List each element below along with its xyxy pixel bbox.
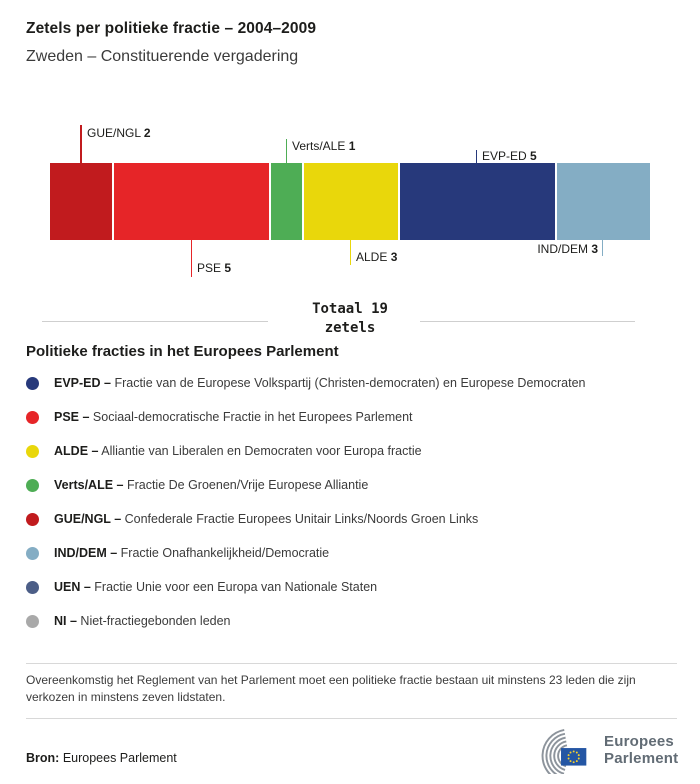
legend-label: ALDE – Alliantie van Liberalen en Democraten voor Europa fractie xyxy=(54,444,422,458)
bar-segment-evp-ed xyxy=(400,163,555,240)
seats-stacked-bar-chart xyxy=(0,120,700,295)
source-value-text: Europees Parlement xyxy=(62,751,177,765)
legend-dot xyxy=(26,479,39,492)
page-title: Zetels per politieke fractie – 2004–2009 xyxy=(26,20,317,37)
legend-dot xyxy=(26,377,39,390)
callout-label-evp-ed: EVP-ED 5 xyxy=(482,149,537,163)
legend-item-alde xyxy=(26,443,422,459)
callout-tick-pse xyxy=(191,240,193,277)
callout-tick-gue-ngl xyxy=(80,125,82,163)
legend-dot xyxy=(26,411,39,424)
legend-dot xyxy=(26,513,39,526)
legend-item-ind-dem xyxy=(26,545,329,561)
source-label: Bron: xyxy=(26,751,60,765)
footnote-divider-bottom xyxy=(26,718,677,719)
bar-segment-alde xyxy=(304,163,397,240)
legend-label: GUE/NGL – Confederale Fractie Europees Unitair Links/Noords Groen Links xyxy=(54,512,479,526)
callout-label-verts-ale: Verts/ALE 1 xyxy=(292,139,356,153)
legend-dot xyxy=(26,581,39,594)
bar-segment-gue-ngl xyxy=(50,163,112,240)
legend-item-verts-ale xyxy=(26,477,368,493)
ep-logo-line1: Europees xyxy=(604,733,674,750)
total-seats-line1: Totaal 19 xyxy=(312,301,388,317)
callout-label-alde: ALDE 3 xyxy=(356,250,398,264)
source-line xyxy=(26,751,177,765)
ep-logo-text xyxy=(604,733,678,767)
callout-tick-verts-ale xyxy=(286,139,288,163)
page-subtitle: Zweden – Constituerende vergadering xyxy=(26,48,299,65)
legend-item-ni xyxy=(26,613,231,629)
legend-item-gue-ngl xyxy=(26,511,478,527)
legend-label: IND/DEM – Fractie Onafhankelijkheid/Democratie xyxy=(54,546,330,560)
legend-label: PSE – Sociaal-democratische Fractie in het Europees Parlement xyxy=(54,410,413,424)
callout-tick-evp-ed xyxy=(476,150,478,163)
legend-item-evp-ed xyxy=(26,375,586,391)
ep-logo-line2: Parlement xyxy=(604,750,679,767)
legend-label: EVP-ED – Fractie van de Europese Volkspartij (Christen-democraten) en Europese Democraten xyxy=(54,376,586,390)
callout-tick-alde xyxy=(350,240,352,265)
bar-segment-pse xyxy=(114,163,269,240)
legend-dot xyxy=(26,547,39,560)
bar-segment-verts-ale xyxy=(271,163,302,240)
legend-dot xyxy=(26,445,39,458)
legend-label: UEN – Fractie Unie voor een Europa van Nationale Staten xyxy=(54,580,378,594)
footnote-text: Overeenkomstig het Reglement van het Parlement moet een politieke fractie bestaan uit minstens 23 leden die zijn verkozen in minstens zeven lidstaten. xyxy=(26,673,636,704)
total-right-rule xyxy=(420,321,635,322)
callout-label-pse: PSE 5 xyxy=(197,261,232,275)
legend-label: Verts/ALE – Fractie De Groenen/Vrije Europese Alliantie xyxy=(54,478,369,492)
legend-item-pse xyxy=(26,409,413,425)
callout-label-gue-ngl: GUE/NGL 2 xyxy=(87,126,151,140)
stacked-bar xyxy=(50,163,650,240)
total-seats-line2: zetels xyxy=(324,320,376,336)
ep-hemicycle-icon xyxy=(526,726,598,774)
bar-segment-ind-dem xyxy=(557,163,650,240)
total-left-rule xyxy=(42,321,268,322)
total-seats-label xyxy=(270,300,430,338)
european-parliament-logo xyxy=(526,726,692,774)
footnote-divider-top xyxy=(26,663,677,664)
legend-heading: Politieke fracties in het Europees Parlement xyxy=(26,343,339,360)
legend-dot xyxy=(26,615,39,628)
legend-label: NI – Niet-fractiegebonden leden xyxy=(54,614,231,628)
callout-label-ind-dem: IND/DEM 3 xyxy=(537,242,598,256)
callout-tick-ind-dem xyxy=(602,240,604,256)
legend-item-uen xyxy=(26,579,377,595)
